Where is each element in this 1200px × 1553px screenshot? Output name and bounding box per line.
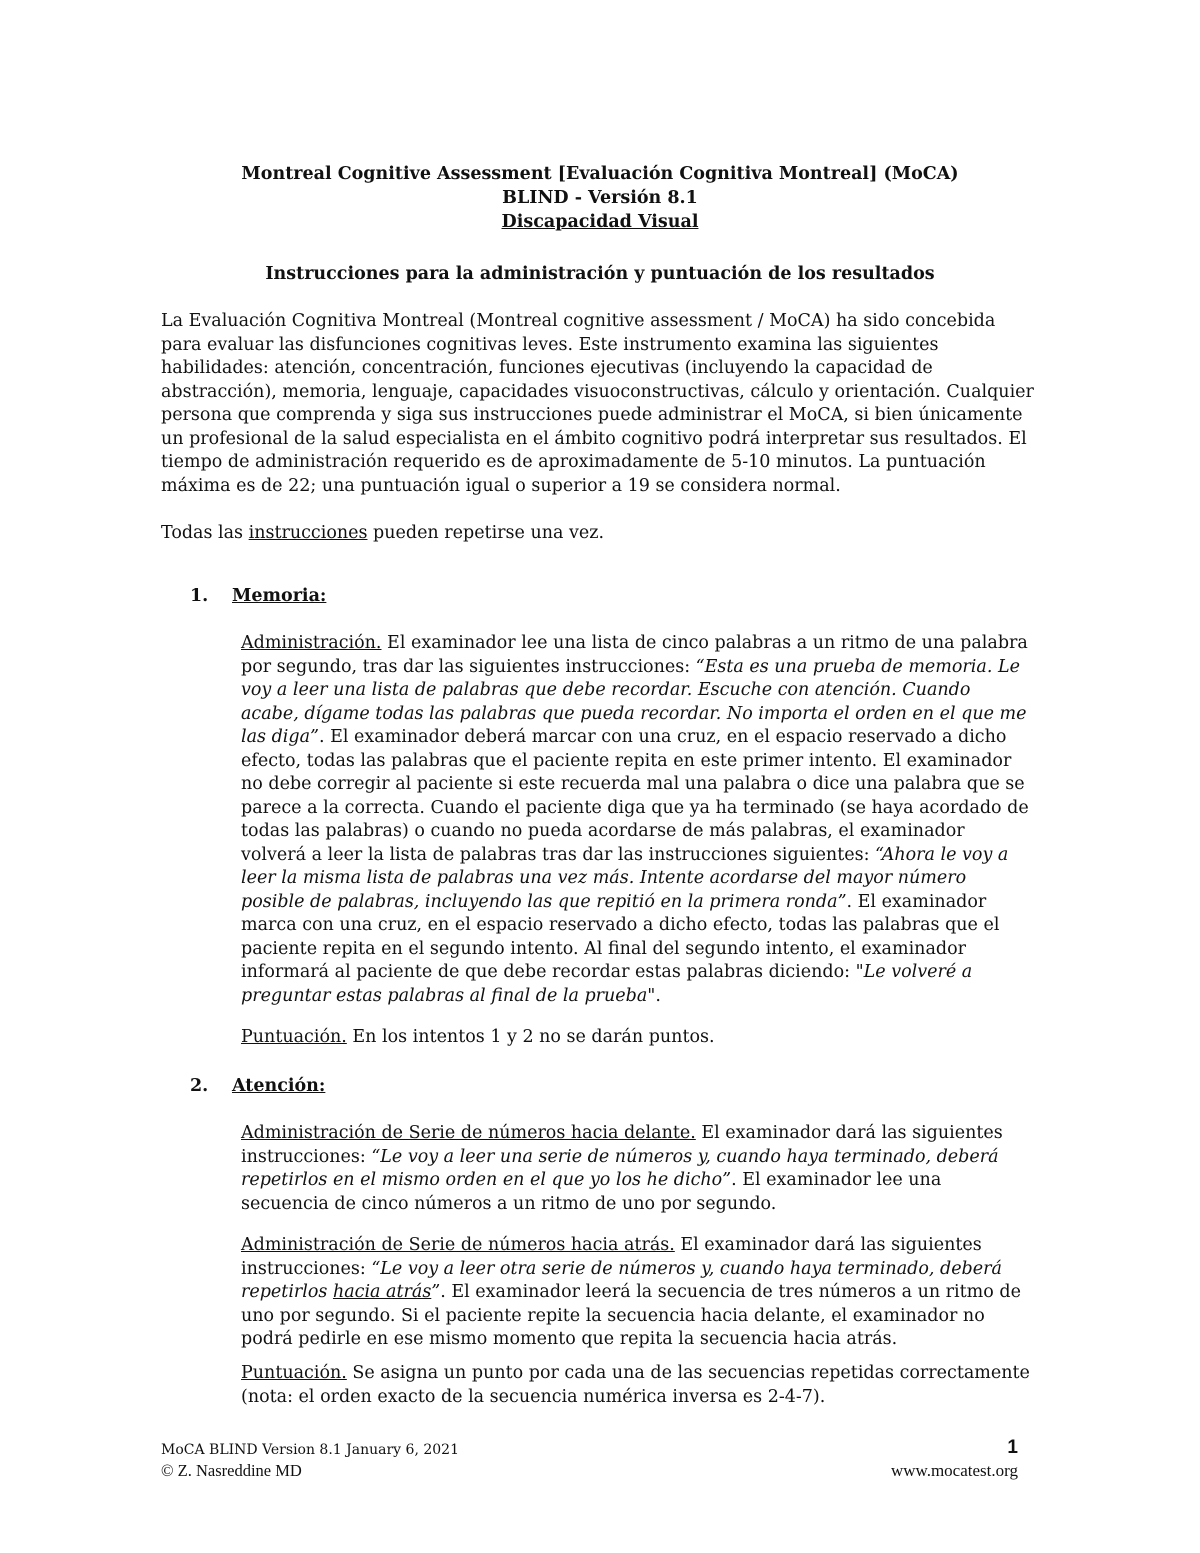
score-label: Puntuación. (241, 1363, 347, 1383)
atencion-atras (241, 1234, 1031, 1352)
admin-quote: “Ahora le voy a leer la misma lista de palabras una vez más. Intente acordarse del mayor número posible de palabras, incluyendo las que repitió en la primera ronda” (241, 844, 1009, 912)
backward-text: . El examinador leerá la secuencia de tres números a un ritmo de uno por segundo. Si el paciente repite la secuencia hacia delante, el examinador no podrá pedirle en ese mismo momento que repita la secuencia hacia atrás. (241, 1282, 1021, 1349)
forward-text: El examinador dará las siguientes instrucciones: (241, 1123, 1003, 1167)
forward-quote: “Le voy a leer una serie de números y, cuando haya terminado, deberá repetirlos en el mismo orden en el que yo los he dicho” (241, 1146, 999, 1190)
backward-quote: ” (431, 1282, 441, 1302)
footer-right (891, 1436, 1018, 1482)
document-version: BLIND - Versión 8.1 (502, 188, 698, 208)
page-number: 1 (1007, 1437, 1018, 1458)
section-title: Atención: (232, 1076, 326, 1096)
atencion-adelante (241, 1122, 1031, 1216)
admin-text: El examinador lee una lista de cinco palabras a un ritmo de una palabra por segundo, tras dar las siguientes instrucciones: (241, 633, 1028, 677)
section-title: Memoria: (232, 586, 327, 606)
footer-version: MoCA BLIND Version 8.1 January 6, 2021 (161, 1442, 459, 1458)
document-title: Montreal Cognitive Assessment [Evaluación Cognitiva Montreal] (MoCA) (241, 164, 959, 184)
footer-left (161, 1440, 459, 1482)
forward-text: . El examinador lee una secuencia de cinco números a un ritmo de uno por segundo. (241, 1170, 942, 1214)
admin-text: . El examinador deberá marcar con una cruz, en el espacio reservado a dicho efecto, todas las palabras que el paciente repita en este primer intento. El examinador no debe corregir al paciente si este recuerda mal una palabra o dice una palabra que se parece a la correcta. Cuando el paciente diga que ya ha terminado (se haya acordado de todas las palabras) o cuando no pueda acordarse de más palabras, el examinador volverá a leer la lista de palabras tras dar las instrucciones siguientes: (241, 727, 1029, 865)
forward-label: Administración de Serie de números hacia delante. (241, 1123, 696, 1143)
admin-quote: "Le volveré a preguntar estas palabras al final de la prueba" (241, 962, 973, 1006)
section-number: 2. (190, 1076, 209, 1096)
repeat-note-pre: Todas las (161, 523, 249, 543)
document-subtitle: Discapacidad Visual (501, 212, 699, 232)
score-label: Puntuación. (241, 1027, 347, 1047)
admin-text: . (655, 985, 661, 1006)
memoria-puntuacion (241, 1026, 1031, 1050)
backward-quote: “Le voy a leer otra serie de números y, cuando haya terminado, deberá repetirlos (241, 1258, 1002, 1302)
footer-copyright: © Z. Nasreddine MD (161, 1461, 302, 1480)
admin-text: . El examinador marca con una cruz, en el espacio reservado a dicho efecto, todas las palabras que el paciente repita en el segundo intento. Al final del segundo intento, el examinador informará al paciente de que debe recordar estas palabras diciendo: (241, 891, 1000, 982)
instructions-heading: Instrucciones para la administración y puntuación de los resultados (265, 264, 935, 284)
score-text: Se asigna un punto por cada una de las secuencias repetidas correctamente (nota: el orden exacto de la secuencia numérica inversa es 2-4-7). (241, 1363, 1030, 1407)
intro-paragraph: La Evaluación Cognitiva Montreal (Montreal cognitive assessment / MoCA) ha sido concebida para evaluar las disfunciones cognitivas leves. Este instrumento examina las siguientes habilidades: atención, concentración, funciones ejecutivas (incluyendo la capacidad de abstracción), memoria, lenguaje, capacidades visuoconstructivas, cálculo y orientación. Cualquier persona que comprenda y siga sus instrucciones puede administrar el MoCA, si bien únicamente un profesional de la salud especialista en el ámbito cognitivo podrá interpretar sus resultados. El tiempo de administración requerido es de aproximadamente de 5-10 minutos. La puntuación máxima es de 22; una puntuación igual o superior a 19 se considera normal. (161, 311, 1034, 496)
repeat-note-link: instrucciones (248, 523, 368, 543)
backward-quote-underlined: hacia atrás (332, 1282, 432, 1302)
footer-website[interactable]: www.mocatest.org (890, 1461, 1018, 1480)
document-header (0, 162, 1200, 234)
backward-label: Administración de Serie de números hacia atrás. (241, 1235, 675, 1255)
admin-quote: “Esta es una prueba de memoria. Le voy a leer una lista de palabras que debe recordar. Escuche con atención. Cuando acabe, dígame todas las palabras que pueda recordar. No importa el orden en el que me las diga” (241, 656, 1027, 747)
atencion-puntuacion (241, 1362, 1031, 1409)
score-text: En los intentos 1 y 2 no se darán puntos. (346, 1027, 715, 1047)
section-number: 1. (190, 586, 209, 606)
repeat-note-post: pueden repetirse una vez. (367, 523, 605, 543)
admin-label: Administración. (241, 633, 382, 653)
backward-text: El examinador dará las siguientes instrucciones: (241, 1235, 982, 1279)
memoria-administracion (241, 632, 1031, 1008)
repeat-note (161, 522, 1041, 546)
